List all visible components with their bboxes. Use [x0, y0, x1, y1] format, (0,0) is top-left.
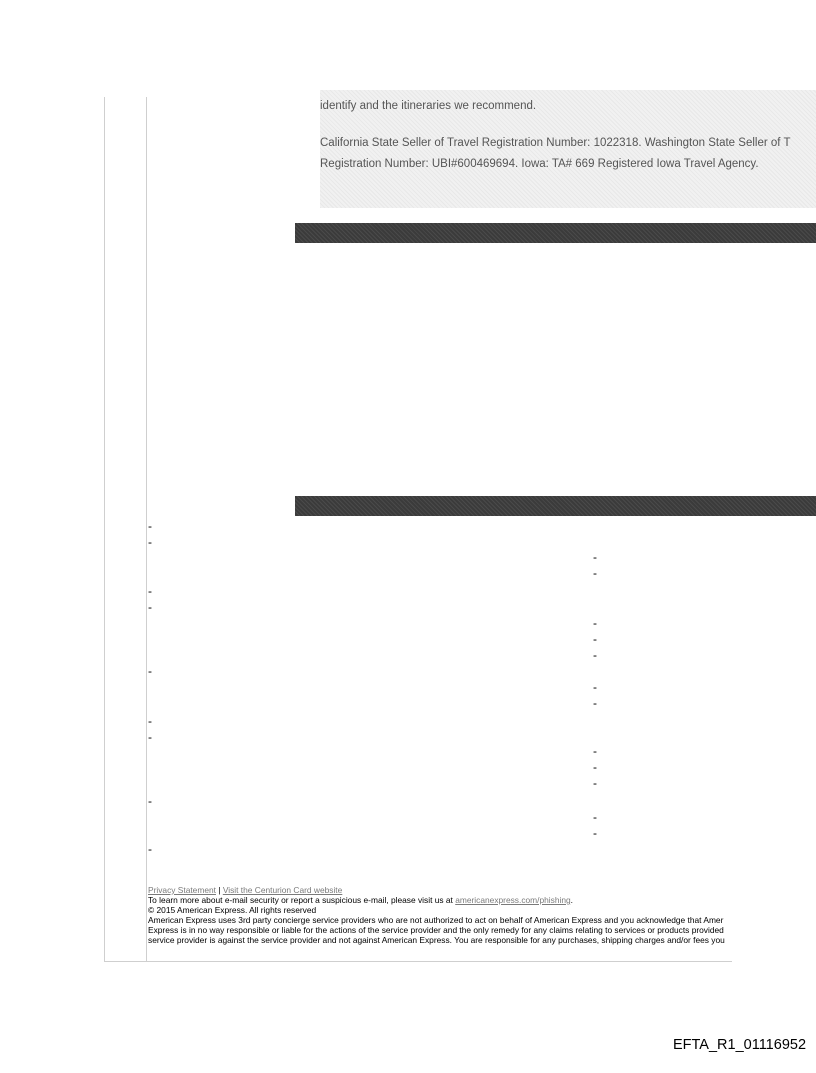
document-id: EFTA_R1_01116952	[673, 1037, 807, 1053]
list-bullet-dash: -	[593, 566, 597, 580]
list-bullet-dash: -	[593, 648, 597, 662]
list-bullet-dash: -	[593, 776, 597, 790]
notice-line-3: Registration Number: UBI#600469694. Iowa: TA# 669 Registered Iowa Travel Agency.	[320, 158, 759, 170]
list-bullet-dash: -	[148, 794, 152, 808]
centurion-website-link[interactable]: Visit the Centurion Card website	[222, 885, 343, 895]
security-period: .	[570, 895, 573, 905]
list-bullet-dash: -	[148, 600, 152, 614]
phishing-link[interactable]: americanexpress.com/phishing	[455, 895, 571, 905]
notice-line-1: identify and the itineraries we recommend.	[320, 100, 537, 112]
list-bullet-dash: -	[593, 760, 597, 774]
list-bullet-dash: -	[148, 842, 152, 856]
disclaimer-line-1: American Express uses 3rd party concierge service providers who are not authorized to act on behalf of American Express and you acknowledge that Amer	[148, 915, 724, 925]
travel-registration-notice	[320, 90, 816, 208]
link-separator: |	[218, 885, 221, 895]
security-row	[148, 895, 816, 905]
disclaimer-line-3: service provider is against the service provider and not against American Express. You are responsible for any purchases, shipping charges and/or fees you	[148, 935, 725, 945]
list-bullet-dash: -	[593, 826, 597, 840]
list-bullet-dash: -	[593, 744, 597, 758]
outer-left-border	[104, 97, 105, 962]
disclaimer-line-2: Express is in no way responsible or liable for the actions of the service provider and the only remedy for any claims relating to services or products provided	[148, 925, 724, 935]
list-bullet-dash: -	[148, 730, 152, 744]
notice-line-2: California State Seller of Travel Registration Number: 1022318. Washington State Seller of T	[320, 137, 791, 149]
list-bullet-dash: -	[593, 550, 597, 564]
section-header-bar-1	[295, 223, 816, 243]
list-bullet-dash: -	[593, 810, 597, 824]
email-footer	[148, 885, 816, 945]
security-text: To learn more about e-mail security or report a suspicious e-mail, please visit us at	[148, 895, 453, 905]
list-bullet-dash: -	[593, 616, 597, 630]
footer-links-row	[148, 885, 816, 895]
list-bullet-dash: -	[593, 680, 597, 694]
privacy-statement-link[interactable]: Privacy Statement	[148, 885, 216, 895]
list-bullet-dash: -	[148, 535, 152, 549]
bottom-border	[104, 961, 732, 962]
section-header-bar-2	[295, 496, 816, 516]
list-bullet-dash: -	[148, 714, 152, 728]
copyright-text: © 2015 American Express. All rights reserved	[148, 905, 317, 915]
list-bullet-dash: -	[593, 696, 597, 710]
list-bullet-dash: -	[593, 632, 597, 646]
list-bullet-dash: -	[148, 584, 152, 598]
list-bullet-dash: -	[148, 519, 152, 533]
inner-left-border	[146, 97, 147, 962]
list-bullet-dash: -	[148, 664, 152, 678]
